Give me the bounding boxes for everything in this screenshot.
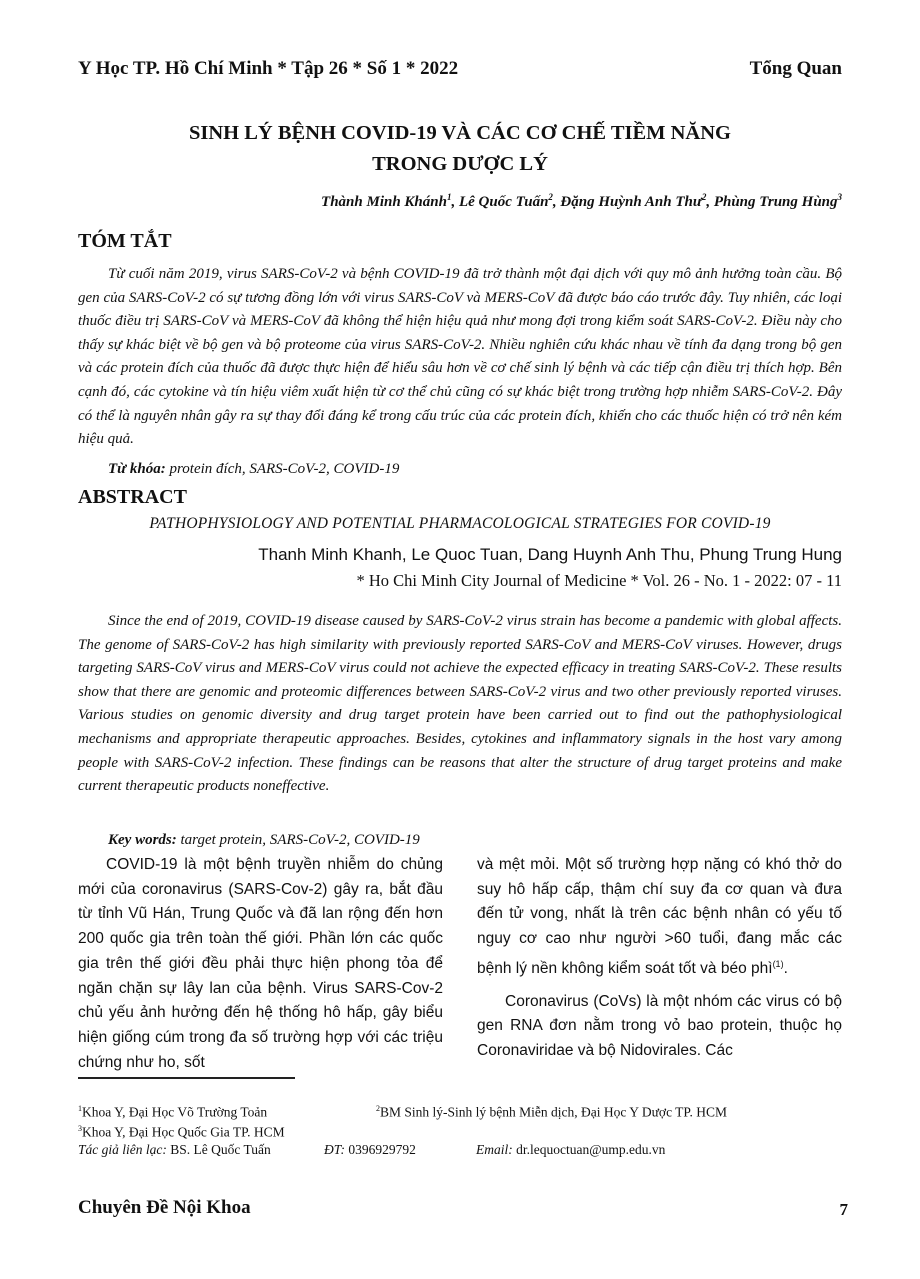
- section-header: Tổng Quan: [749, 58, 842, 79]
- author-name: Lê Quốc Tuấn: [458, 194, 549, 210]
- author-list: Thành Minh Khánh$^1$, Lê Quốc Tuấn$^2$, Đặng Huỳnh Anh Thư$^2$, Phùng Trung Hùng$^3$: [321, 192, 842, 210]
- author-affiliation: 3: [837, 192, 842, 202]
- footnote-text: Khoa Y, Đại Học Võ Trường Toản: [82, 1104, 268, 1120]
- author-affiliation: 1: [446, 192, 452, 202]
- email-address[interactable]: dr.lequoctuan@ump.edu.vn: [516, 1142, 666, 1157]
- footnote-affiliation-2: [376, 1099, 727, 1123]
- body-text-end: .: [783, 959, 788, 977]
- author-affiliation: 2: [701, 192, 707, 202]
- corresponding-author: [78, 1140, 842, 1160]
- summary-heading: TÓM TẮT: [78, 230, 172, 252]
- footnote-text: BM Sinh lý-Sinh lý bệnh Miễn dịch, Đại Học Y Dược TP. HCM: [380, 1104, 727, 1120]
- body-paragraph: Coronavirus (CoVs) là một nhóm các virus có bộ gen RNA đơn nằm trong vỏ bao protein, thuộc họ Coronaviridae và bộ Nidovirales. Các: [477, 992, 842, 1060]
- english-title: PATHOPHYSIOLOGY AND POTENTIAL PHARMACOLOGICAL STRATEGIES FOR COVID-19: [149, 515, 771, 532]
- summary-text: Từ cuối năm 2019, virus SARS-CoV-2 và bệnh COVID-19 đã trở thành một đại dịch với quy mô ảnh hưởng toàn cầu. Bộ gen của SARS-CoV-2 có sự tương đồng lớn với virus SARS-CoV và MERS-CoV đã được báo cáo trước đây. Tuy nhiên, các loại thuốc điều trị SARS-CoV và MERS-CoV đã không thể hiện hiệu quả như mong đợi trong kiểm soát SARS-CoV-2. Điều này cho thấy sự khác biệt về bộ gen và bộ proteome của virus SARS-CoV-2. Nhiều nghiên cứu khác nhau về tính đa dạng trong bộ gen và các protein đích của thuốc đã được thực hiện để hiểu sâu hơn về cơ chế sinh lý bệnh và các tiếp cận điều trị thích hợp. Bên cạnh đó, các cytokine và tín hiệu viêm xuất hiện từ cơ thể chủ cũng có sự khác biệt trong trường hợp nhiễm SARS-CoV-2. Đây có thể là nguyên nhân gây ra sự thay đổi đáng kể trong cấu trúc của các protein đích, khiến cho các thuốc hiện có trở nên kém hiệu quả.: [78, 266, 842, 448]
- abstract-text: Since the end of 2019, COVID-19 disease caused by SARS-CoV-2 virus strain has become a pandemic with global affects. The genome of SARS-CoV-2 has high similarity with previously reported SARS-CoV and MERS-CoV viruses. However, drugs targeting SARS-CoV virus and MERS-CoV virus could not achieve the expected efficacy in treating SARS-CoV-2. These results show that there are genomic and proteomic differences between SARS-CoV-2 virus and two other previously reported viruses. Various studies on genomic diversity and drug target protein have been carried out to find out the pathophysiological mechanisms and appropriate therapeutic approaches. Besides, cytokines and inflammatory signals in the host vary among people with SARS-CoV-2 infection. These findings can be reasons that alter the structure of drug target proteins and make current therapeutic products noneffective.: [78, 613, 842, 795]
- body-column-left: [78, 853, 443, 1075]
- footer-section: Chuyên Đề Nội Khoa: [78, 1197, 251, 1218]
- citation-ref: (1): [772, 958, 784, 969]
- citation: * Ho Chi Minh City Journal of Medicine * Vol. 26 - No. 1 - 2022: 07 - 11: [356, 571, 842, 590]
- contact-label: Tác giả liên lạc:: [78, 1142, 167, 1157]
- body-paragraph: [477, 853, 842, 982]
- body-paragraph: COVID-19 là một bệnh truyền nhiễm do chủng mới của coronavirus (SARS-Cov-2) gây ra, bắt đầu từ tỉnh Vũ Hán, Trung Quốc và đã lan rộng đến hơn 200 quốc gia trên toàn thế giới. Phần lớn các quốc gia trên thế giới đều phải thực hiện phong tỏa để ngăn chặn sự lây lan của bệnh. Virus SARS-Cov-2 chủ yếu ảnh hưởng đến hệ thống hô hấp, gây biểu hiện giống cúm trong đa số trường hợp với các triệu chứng như ho, sốt: [78, 856, 443, 1071]
- phone-block: [324, 1140, 416, 1160]
- footnote-number: 1: [78, 1104, 82, 1113]
- body-column-right: [477, 853, 842, 1064]
- phone-label: ĐT:: [324, 1142, 346, 1157]
- phone-number: 0396929792: [348, 1142, 416, 1157]
- author-affiliation: 2: [548, 192, 553, 202]
- article-title: [60, 118, 860, 180]
- journal-header: Y Học TP. Hồ Chí Minh * Tập 26 * Số 1 * 2022: [78, 58, 459, 79]
- keywords-en: [108, 829, 420, 851]
- footnote-number: 2: [376, 1104, 380, 1113]
- keywords-vn: [108, 458, 399, 480]
- keywords-label: Từ khóa:: [108, 461, 166, 477]
- keywords-label: Key words:: [108, 832, 177, 848]
- footnote-affiliation-3: [78, 1119, 285, 1143]
- author-name: Phùng Trung Hùng: [713, 194, 838, 210]
- author-name: Đặng Huỳnh Anh Thư: [560, 194, 702, 210]
- footnote-text: Khoa Y, Đại Học Quốc Gia TP. HCM: [82, 1124, 285, 1140]
- keywords-text: protein đích, SARS-CoV-2, COVID-19: [169, 461, 400, 477]
- footnote-divider: [78, 1077, 295, 1079]
- abstract-heading: ABSTRACT: [78, 486, 187, 508]
- page-number: 7: [839, 1200, 848, 1219]
- email-block: [476, 1140, 665, 1160]
- contact-name: BS. Lê Quốc Tuấn: [170, 1142, 271, 1157]
- keywords-text: target protein, SARS-CoV-2, COVID-19: [180, 832, 420, 848]
- email-label: Email:: [476, 1142, 513, 1157]
- footnote-number: 3: [78, 1124, 82, 1133]
- author-name: Thành Minh Khánh: [321, 194, 447, 210]
- title-line-1: SINH LÝ BỆNH COVID-19 VÀ CÁC CƠ CHẾ TIỀM NĂNG: [189, 122, 731, 144]
- english-authors: Thanh Minh Khanh, Le Quoc Tuan, Dang Huynh Anh Thu, Phung Trung Hung: [258, 545, 842, 564]
- title-line-2: TRONG DƯỢC LÝ: [372, 153, 548, 175]
- body-text: và mệt mỏi. Một số trường hợp nặng có khó thở do suy hô hấp cấp, thậm chí suy đa cơ quan và đưa đến tử vong, nhất là trên các bệnh nhân có yếu tố nguy cơ cao như người >60 tuổi, đang mắc các bệnh lý nền không kiểm soát tốt và béo phì: [477, 856, 842, 977]
